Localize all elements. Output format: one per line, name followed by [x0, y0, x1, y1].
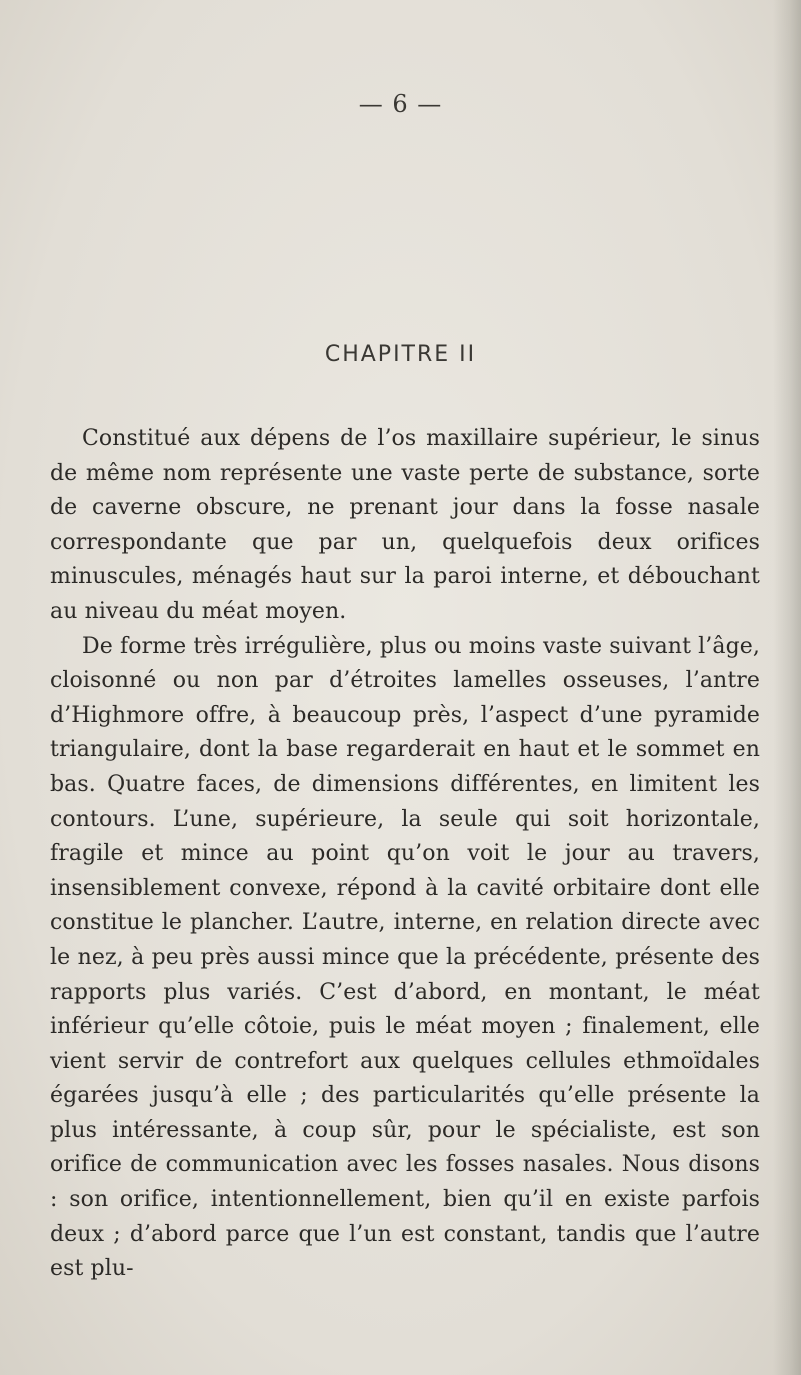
body-text — [50, 422, 760, 1287]
page-edge-shadow — [773, 0, 801, 1375]
chapter-title: CHAPITRE II — [324, 342, 477, 367]
paragraph-1: Constitué aux dépens de l’os maxillaire supérieur, le sinus de même nom représente une vaste perte de substance, sorte de caverne obscure, ne prenant jour dans la fosse nasale correspondante que par un, quelquefois deux orifices minuscules, ménagés haut sur la paroi interne, et débouchant au niveau du méat moyen. — [50, 426, 760, 624]
paragraph-2: De forme très irrégulière, plus ou moins vaste suivant l’âge, cloisonné ou non par d’étroites lamelles osseuses, l’antre d’Highmore offre, à beaucoup près, l’aspect d’une pyramide triangulaire, dont la base regarderait en haut et le sommet en bas. Quatre faces, de dimensions différentes, en limitent les contours. L’une, supérieure, la seule qui soit horizontale, fragile et mince au point qu’on voit le jour au travers, insensiblement convexe, répond à la cavité orbitaire dont elle constitue le plancher. L’autre, interne, en relation directe avec le nez, à peu près aussi mince que la précédente, présente des rapports plus variés. C’est d’abord, en montant, le méat inférieur qu’elle côtoie, puis le méat moyen ; finalement, elle vient servir de contrefort aux quelques cellules ethmoïdales égarées jusqu’à elle ; des particularités qu’elle présente la plus intéressante, à coup sûr, pour le spécialiste, est son orifice de communication avec les fosses nasales. Nous disons : son orifice, intentionnellement, bien qu’il en existe parfois deux ; d’abord parce que l’un est constant, tandis que l’autre est plu- — [50, 633, 760, 1282]
page-number: — 6 — — [358, 90, 443, 118]
